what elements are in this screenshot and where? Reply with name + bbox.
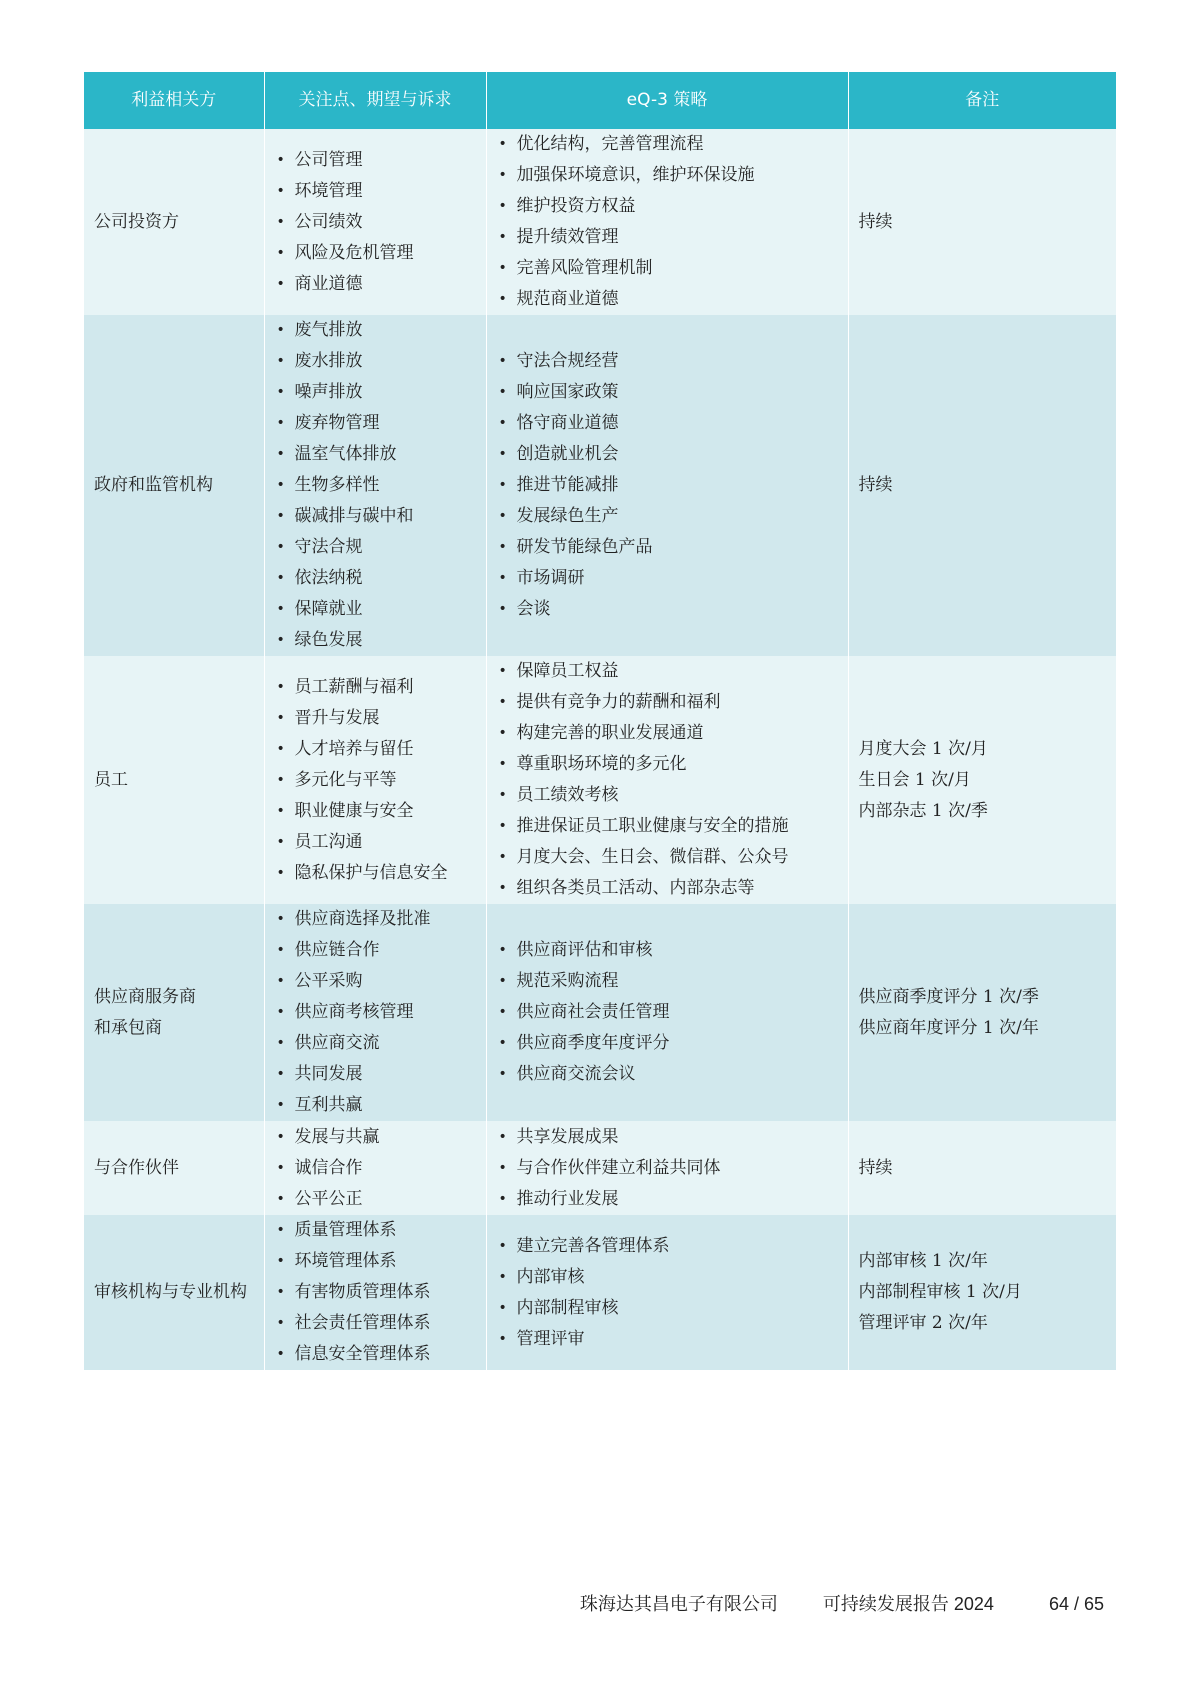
- concerns-cell: [264, 656, 486, 904]
- list-item: • 构建完善的职业发展通道: [499, 718, 838, 749]
- table-row: [84, 129, 1116, 315]
- strategy-cell-list: [497, 1122, 838, 1215]
- list-item: • 提供有竞争力的薪酬和福利: [499, 687, 838, 718]
- list-item: • 提升绩效管理: [499, 222, 838, 253]
- stakeholder-cell-line: 公司投资方: [94, 211, 179, 232]
- concerns-cell: [264, 904, 486, 1121]
- stakeholder-cell: [84, 129, 264, 315]
- concerns-cell: [264, 1215, 486, 1370]
- strategy-cell-list: [497, 346, 838, 625]
- header-notes: 备注: [848, 72, 1116, 129]
- strategy-cell: [486, 129, 848, 315]
- header-strategy: eQ-3 策略: [486, 72, 848, 129]
- list-item: • 员工绩效考核: [499, 780, 838, 811]
- list-item: • 依法纳税: [277, 563, 476, 594]
- list-item: • 环境管理体系: [277, 1246, 476, 1277]
- list-item: • 与合作伙伴建立利益共同体: [499, 1153, 838, 1184]
- list-item: • 公平公正: [277, 1184, 476, 1215]
- list-item: • 员工沟通: [277, 827, 476, 858]
- concerns-cell-list: [275, 672, 476, 889]
- list-item: • 内部审核: [499, 1262, 838, 1293]
- notes-cell-line: 内部杂志 1 次/季: [858, 800, 988, 821]
- list-item: • 创造就业机会: [499, 439, 838, 470]
- list-item: • 废气排放: [277, 315, 476, 346]
- notes-cell-line: 持续: [858, 1157, 893, 1178]
- strategy-cell-list: [497, 1231, 838, 1355]
- list-item: • 公司绩效: [277, 207, 476, 238]
- footer-page-number: 64 / 65: [1048, 1594, 1104, 1614]
- list-item: • 加强保环境意识，维护环保设施: [499, 160, 838, 191]
- header-stakeholder: 利益相关方: [84, 72, 264, 129]
- list-item: • 信息安全管理体系: [277, 1339, 476, 1370]
- concerns-cell: [264, 129, 486, 315]
- strategy-cell: [486, 656, 848, 904]
- list-item: • 噪声排放: [277, 377, 476, 408]
- stakeholder-cell: [84, 1121, 264, 1215]
- table-header: [84, 72, 1116, 129]
- list-item: • 建立完善各管理体系: [499, 1231, 838, 1262]
- stakeholder-cell: [84, 904, 264, 1121]
- list-item: • 管理评审: [499, 1324, 838, 1355]
- stakeholder-cell-line: 审核机构与专业机构: [94, 1282, 247, 1302]
- table-row: [84, 656, 1116, 904]
- list-item: • 月度大会、生日会、微信群、公众号: [499, 842, 838, 873]
- list-item: • 完善风险管理机制: [499, 253, 838, 284]
- footer-report-title: 可持续发展报告 2024: [822, 1594, 994, 1614]
- list-item: • 供应商交流会议: [499, 1059, 838, 1090]
- list-item: • 员工薪酬与福利: [277, 672, 476, 703]
- stakeholder-cell-line: 和承包商: [94, 1017, 162, 1038]
- notes-cell: [848, 656, 1116, 904]
- list-item: • 风险及危机管理: [277, 238, 476, 269]
- notes-cell: [848, 129, 1116, 315]
- stakeholder-cell: [84, 656, 264, 904]
- list-item: • 多元化与平等: [277, 765, 476, 796]
- list-item: • 维护投资方权益: [499, 191, 838, 222]
- list-item: • 绿色发展: [277, 625, 476, 656]
- notes-cell-line: 供应商年度评分 1 次/年: [858, 1017, 1039, 1038]
- list-item: • 社会责任管理体系: [277, 1308, 476, 1339]
- page-footer: [580, 1590, 1104, 1616]
- list-item: • 恪守商业道德: [499, 408, 838, 439]
- list-item: • 推进保证员工职业健康与安全的措施: [499, 811, 838, 842]
- notes-cell-line: 月度大会 1 次/月: [858, 738, 988, 759]
- list-item: • 共享发展成果: [499, 1122, 838, 1153]
- list-item: • 研发节能绿色产品: [499, 532, 838, 563]
- strategy-cell: [486, 904, 848, 1121]
- stakeholder-cell-line: 政府和监管机构: [94, 475, 213, 495]
- list-item: • 规范采购流程: [499, 966, 838, 997]
- concerns-cell-list: [275, 1215, 476, 1370]
- notes-cell-line: 持续: [858, 211, 893, 232]
- list-item: • 供应商交流: [277, 1028, 476, 1059]
- strategy-cell-list: [497, 129, 838, 315]
- list-item: • 职业健康与安全: [277, 796, 476, 827]
- list-item: • 供应链合作: [277, 935, 476, 966]
- list-item: • 尊重职场环境的多元化: [499, 749, 838, 780]
- concerns-cell: [264, 1121, 486, 1215]
- list-item: • 隐私保护与信息安全: [277, 858, 476, 889]
- strategy-cell: [486, 1215, 848, 1370]
- stakeholder-table: [84, 72, 1116, 1370]
- list-item: • 有害物质管理体系: [277, 1277, 476, 1308]
- stakeholder-cell-line: 员工: [94, 769, 128, 790]
- list-item: • 守法合规经营: [499, 346, 838, 377]
- header-row: [84, 72, 1116, 129]
- concerns-cell: [264, 315, 486, 656]
- list-item: • 推动行业发展: [499, 1184, 838, 1215]
- concerns-cell-list: [275, 145, 476, 300]
- list-item: • 质量管理体系: [277, 1215, 476, 1246]
- notes-cell-line: 持续: [858, 475, 893, 495]
- list-item: • 内部制程审核: [499, 1293, 838, 1324]
- notes-cell-line: 供应商季度评分 1 次/季: [858, 986, 1039, 1007]
- list-item: • 发展与共赢: [277, 1122, 476, 1153]
- table-body: [84, 129, 1116, 1370]
- list-item: • 人才培养与留任: [277, 734, 476, 765]
- list-item: • 环境管理: [277, 176, 476, 207]
- list-item: • 会谈: [499, 594, 838, 625]
- notes-cell: [848, 1215, 1116, 1370]
- footer-company: 珠海达其昌电子有限公司: [579, 1594, 778, 1614]
- list-item: • 供应商考核管理: [277, 997, 476, 1028]
- stakeholder-cell: [84, 315, 264, 656]
- list-item: • 市场调研: [499, 563, 838, 594]
- strategy-cell: [486, 315, 848, 656]
- notes-cell-line: 内部制程审核 1 次/月: [858, 1282, 1022, 1302]
- list-item: • 生物多样性: [277, 470, 476, 501]
- list-item: • 公司管理: [277, 145, 476, 176]
- list-item: • 供应商选择及批准: [277, 904, 476, 935]
- list-item: • 保障员工权益: [499, 656, 838, 687]
- concerns-cell-list: [275, 1122, 476, 1215]
- list-item: • 互利共赢: [277, 1090, 476, 1121]
- strategy-cell-list: [497, 656, 838, 904]
- stakeholder-cell-line: 与合作伙伴: [94, 1157, 179, 1178]
- notes-cell: [848, 1121, 1116, 1215]
- list-item: • 保障就业: [277, 594, 476, 625]
- list-item: • 推进节能减排: [499, 470, 838, 501]
- list-item: • 诚信合作: [277, 1153, 476, 1184]
- notes-cell: [848, 904, 1116, 1121]
- stakeholder-cell-line: 供应商服务商: [94, 986, 196, 1007]
- list-item: • 供应商评估和审核: [499, 935, 838, 966]
- table-row: [84, 1215, 1116, 1370]
- notes-cell-line: 内部审核 1 次/年: [858, 1251, 988, 1271]
- list-item: • 商业道德: [277, 269, 476, 300]
- list-item: • 晋升与发展: [277, 703, 476, 734]
- table-row: [84, 1121, 1116, 1215]
- list-item: • 温室气体排放: [277, 439, 476, 470]
- list-item: • 守法合规: [277, 532, 476, 563]
- header-concerns: 关注点、期望与诉求: [264, 72, 486, 129]
- list-item: • 发展绿色生产: [499, 501, 838, 532]
- list-item: • 碳减排与碳中和: [277, 501, 476, 532]
- list-item: • 响应国家政策: [499, 377, 838, 408]
- list-item: • 供应商季度年度评分: [499, 1028, 838, 1059]
- list-item: • 共同发展: [277, 1059, 476, 1090]
- list-item: • 废弃物管理: [277, 408, 476, 439]
- notes-cell: [848, 315, 1116, 656]
- list-item: • 废水排放: [277, 346, 476, 377]
- list-item: • 公平采购: [277, 966, 476, 997]
- notes-cell-line: 生日会 1 次/月: [858, 769, 971, 790]
- list-item: • 组织各类员工活动、内部杂志等: [499, 873, 838, 904]
- list-item: • 供应商社会责任管理: [499, 997, 838, 1028]
- notes-cell-line: 管理评审 2 次/年: [858, 1313, 988, 1333]
- strategy-cell: [486, 1121, 848, 1215]
- concerns-cell-list: [275, 904, 476, 1121]
- list-item: • 优化结构，完善管理流程: [499, 129, 838, 160]
- table-row: [84, 315, 1116, 656]
- stakeholder-cell: [84, 1215, 264, 1370]
- list-item: • 规范商业道德: [499, 284, 838, 315]
- strategy-cell-list: [497, 935, 838, 1090]
- concerns-cell-list: [275, 315, 476, 656]
- table-row: [84, 904, 1116, 1121]
